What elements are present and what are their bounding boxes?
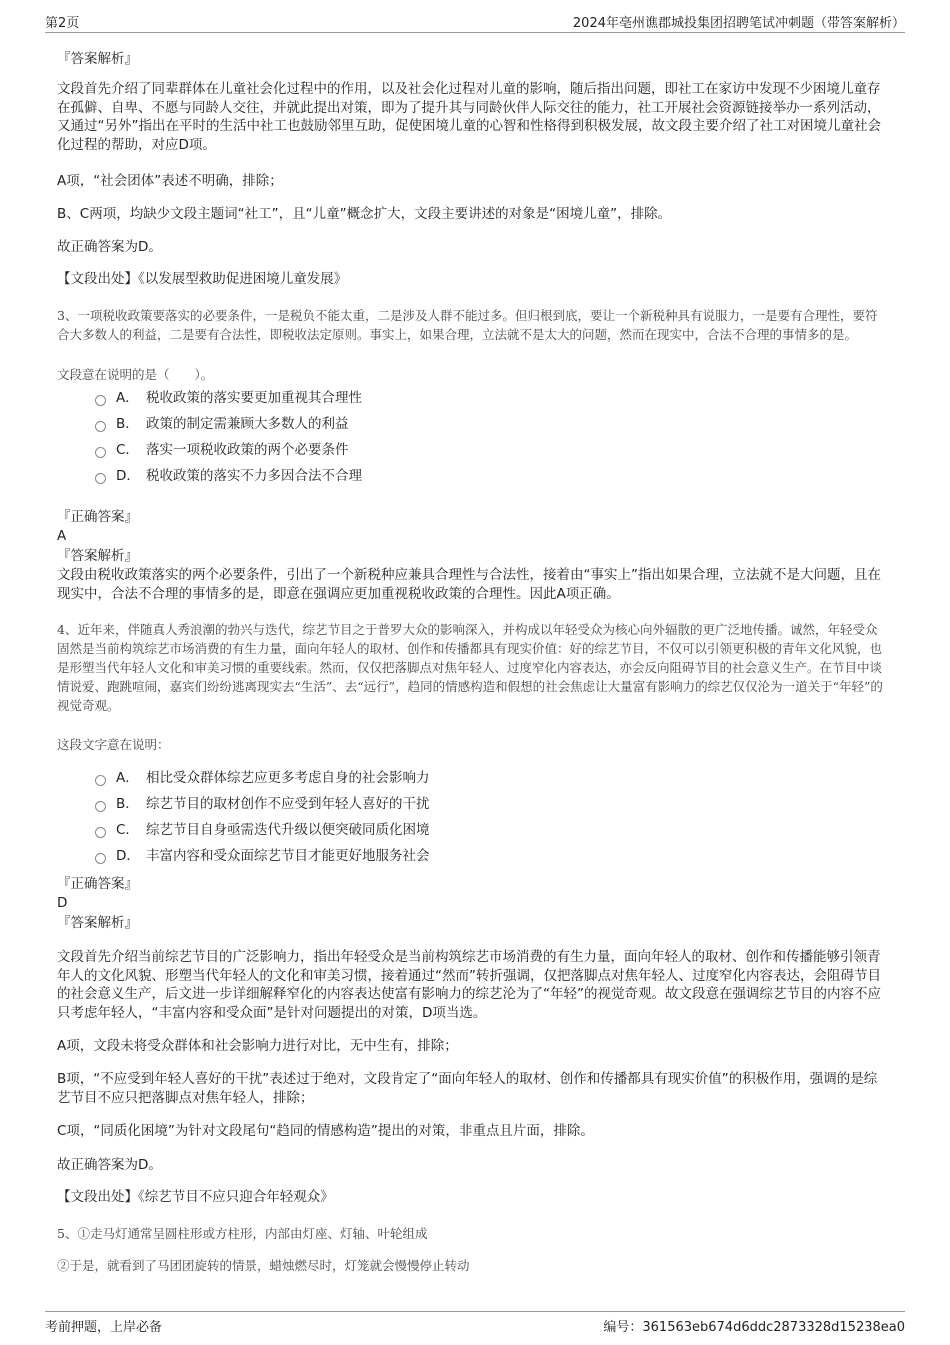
q2-analysis: 文段首先介绍了同辈群体在儿童社会化过程中的作用，以及社会化过程对儿童的影响，随后指出问题，即社工在家访中发现不少困境儿童存在孤僻、自卑、不愿与同龄人交往，并就此提出对策，即为了提升其与同龄伙伴人际交往的能力，社工开展社会资源链接举办一系列活动，又通过“另外”指出在平时的生活中社工也鼓励邻里互助，促使困境儿童的心智和性格得到积极发展，故文段主要介绍了社工对困境儿童社会化过程的帮助，对应D项。 [57,81,881,153]
q4-analysis-label: 『答案解析』 [57,915,138,931]
option-text: 税收政策的落实要更加重视其合理性 [146,390,362,406]
q2-option-bc-analysis: B、C两项，均缺少文段主题词“社工”，且“儿童”概念扩大，文段主要讲述的对象是“困境儿童”，排除。 [57,206,672,222]
q4-ask: 这段文字意在说明： [57,737,170,752]
option-text: 税收政策的落实不力多因合法不合理 [146,468,362,484]
option-key: D． [116,848,140,864]
q5-line-1: 5、①走马灯通常呈圆柱形或方柱形，内部由灯座、灯轴、叶轮组成 [57,1226,428,1241]
q4-source: 【文段出处】《综艺节目不应只迎合年轻观众》 [57,1189,334,1205]
option-text: 相比受众群体综艺应更多考虑自身的社会影响力 [146,770,430,786]
q4-option-d[interactable] [95,846,430,866]
document-title: 2024年亳州谯郡城投集团招聘笔试冲刺题（带答案解析） [572,16,905,31]
q4-option-a-analysis: A项，文段未将受众群体和社会影响力进行对比，无中生有，排除； [57,1038,458,1054]
q4-option-b-analysis: B项，“不应受到年轻人喜好的干扰”表述过于绝对，文段肯定了“面向年轻人的取材、创作和传播都具有现实价值”的积极作用，强调的是综艺节目不应只把落脚点对焦年轻人，排除； [57,1071,878,1106]
q5-line-2: ②于是，就看到了马团团旋转的情景，蜡烛燃尽时，灯笼就会慢慢停止转动 [57,1258,470,1273]
q4-answer: D [57,895,68,911]
option-key: D． [116,468,140,484]
q4-stem: 4、近年来，伴随真人秀浪潮的勃兴与迭代，综艺节目之于普罗大众的影响深入，并构成以年轻受众为核心向外辐散的更广泛地传播。诚然，年轻受众固然是当前构筑综艺市场消费的有生力量，面向年轻人的取材、创作和传播都具有现实价值：好的综艺节目，不仅可以引领更积极的青年文化风貌，也是形塑当代年轻人文化和审美习惯的重要线索。然而，仅仅把落脚点对焦年轻人、过度窄化内容表达，亦会反向阻碍节目的社会意义生产。在节目中谈情说爱、跑跳喧闹，嘉宾们纷纷逃离现实去“生活”、去“远行”，趋同的情感构造和假想的社会焦虑让大量富有影响力的综艺仅仅沦为一道关于“年轻”的视觉奇观。 [57,622,883,713]
option-text: 丰富内容和受众面综艺节目才能更好地服务社会 [146,848,430,864]
radio-icon[interactable] [95,801,106,812]
option-text: 政策的制定需兼顾大多数人的利益 [146,416,349,432]
q4-option-b[interactable] [95,794,430,814]
option-key: C． [116,442,139,458]
q3-ask: 文段意在说明的是（ ）。 [57,367,214,382]
q3-option-b[interactable] [95,414,349,434]
radio-icon[interactable] [95,853,106,864]
document-id: 编号：361563eb674d6ddc2873328d15238ea0 [603,1320,905,1335]
q3-option-a[interactable] [95,388,362,408]
option-key: A． [116,390,139,406]
q4-conclusion: 故正确答案为D。 [57,1157,162,1173]
page-footer [45,1311,905,1335]
q2-option-a-analysis: A项，“社会团体”表述不明确，排除； [57,173,283,189]
q4-answer-label: 『正确答案』 [57,876,138,892]
option-key: A． [116,770,139,786]
radio-icon[interactable] [95,775,106,786]
q3-option-d[interactable] [95,466,362,486]
q3-answer-label: 『正确答案』 [57,509,138,525]
radio-icon[interactable] [95,395,106,406]
page-number: 第2页 [45,16,80,31]
q4-option-a[interactable] [95,768,430,788]
option-text: 综艺节目的取材创作不应受到年轻人喜好的干扰 [146,796,430,812]
q4-option-c[interactable] [95,820,430,840]
radio-icon[interactable] [95,447,106,458]
q4-analysis: 文段首先介绍当前综艺节目的广泛影响力，指出年轻受众是当前构筑综艺市场消费的有生力量，面向年轻人的取材、创作和传播能够引领青年人的文化风貌、形塑当代年轻人的文化和审美习惯，接着通过“然而”转折强调，仅把落脚点对焦年轻人、过度窄化内容表达，会阻碍节目的社会意义生产，后文进一步详细解释窄化的内容表达使富有影响力的综艺沦为了“年轻”的视觉奇观。故文段意在强调综艺节目的内容不应只考虑年轻人，“丰富内容和受众面”是针对问题提出的对策，D项当选。 [57,949,881,1021]
q2-conclusion: 故正确答案为D。 [57,239,162,255]
option-text: 落实一项税收政策的两个必要条件 [146,442,349,458]
option-text: 综艺节目自身亟需迭代升级以便突破同质化困境 [146,822,430,838]
radio-icon[interactable] [95,473,106,484]
q3-answer: A [57,528,67,544]
radio-icon[interactable] [95,827,106,838]
q4-option-c-analysis: C项，“同质化困境”为针对文段尾句“趋同的情感构造”提出的对策，非重点且片面，排除。 [57,1123,594,1139]
q3-stem: 3、一项税收政策要落实的必要条件，一是税负不能太重，二是涉及人群不能过多。但归根到底，要让一个新税种具有说服力，一是要有合理性，要符合大多数人的利益，二是要有合法性，即税收法定原则。事实上，如果合理，立法就不是太大的问题，然而在现实中，合法不合理的事情多的是。 [57,308,878,342]
option-key: B． [116,796,139,812]
q2-analysis-label: 『答案解析』 [57,51,138,67]
q3-analysis: 文段由税收政策落实的两个必要条件，引出了一个新税种应兼具合理性与合法性，接着由“事实上”指出如果合理，立法就不是大问题，且在现实中，合法不合理的事情多的是，即意在强调应更加重视税收政策的合理性。因此A项正确。 [57,567,881,602]
q3-option-c[interactable] [95,440,349,460]
footer-slogan: 考前押题，上岸必备 [45,1320,163,1335]
page-header [45,12,905,33]
radio-icon[interactable] [95,421,106,432]
q2-source: 【文段出处】《以发展型救助促进困境儿童发展》 [57,271,348,287]
option-key: C． [116,822,139,838]
q3-analysis-label: 『答案解析』 [57,548,138,564]
option-key: B． [116,416,139,432]
